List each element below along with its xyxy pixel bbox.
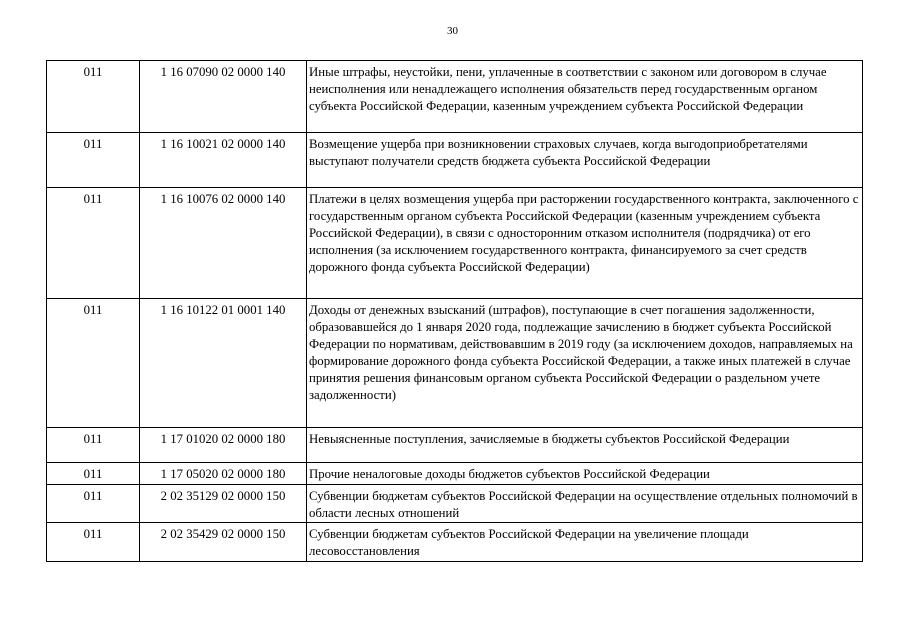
table-row (47, 463, 863, 485)
revenue-name-cell: Субвенции бюджетам субъектов Российской Федерации на увеличение площади лесовосстановления (307, 523, 863, 562)
revenue-name-cell: Доходы от денежных взысканий (штрафов), поступающие в счет погашения задолженности, образовавшейся до 1 января 2020 года, подлежащие зачислению в бюджет субъекта Российской Федерации по нормативам, действовавшим в 2019 году (за исключением доходов, направляемых на формирование дорожного фонда субъекта Российской Федерации, а также иных платежей в случае принятия решения финансовым органом субъекта Российской Федерации о раздельном учете задолженности) (307, 299, 863, 428)
revenue-name-cell: Прочие неналоговые доходы бюджетов субъектов Российской Федерации (307, 463, 863, 485)
table-row (47, 61, 863, 133)
budget-code-cell: 1 16 07090 02 0000 140 (140, 61, 307, 133)
table-row (47, 299, 863, 428)
table-row (47, 428, 863, 463)
budget-code-cell: 1 17 01020 02 0000 180 (140, 428, 307, 463)
table-row (47, 188, 863, 299)
budget-code-cell: 1 17 05020 02 0000 180 (140, 463, 307, 485)
admin-code-cell: 011 (47, 188, 140, 299)
admin-code-cell: 011 (47, 299, 140, 428)
admin-code-cell: 011 (47, 61, 140, 133)
admin-code-cell: 011 (47, 428, 140, 463)
admin-code-cell: 011 (47, 133, 140, 188)
admin-code-cell: 011 (47, 485, 140, 523)
page-number: 30 (447, 25, 458, 37)
budget-code-cell: 2 02 35429 02 0000 150 (140, 523, 307, 562)
revenue-name-cell: Иные штрафы, неустойки, пени, уплаченные в соответствии с законом или договором в случае неисполнения или ненадлежащего исполнения обязательств перед государственным органом субъекта Российской Федерации, казенным учреждением субъекта Российской Федерации (307, 61, 863, 133)
revenue-name-cell: Субвенции бюджетам субъектов Российской Федерации на осуществление отдельных полномочий в области лесных отношений (307, 485, 863, 523)
budget-code-cell: 1 16 10122 01 0001 140 (140, 299, 307, 428)
revenue-name-cell: Невыясненные поступления, зачисляемые в бюджеты субъектов Российской Федерации (307, 428, 863, 463)
table-row (47, 485, 863, 523)
revenue-name-cell: Возмещение ущерба при возникновении страховых случаев, когда выгодоприобретателями выступают получатели средств бюджета субъекта Российской Федерации (307, 133, 863, 188)
admin-code-cell: 011 (47, 463, 140, 485)
budget-codes-table (46, 60, 863, 562)
table-row (47, 133, 863, 188)
budget-code-cell: 1 16 10076 02 0000 140 (140, 188, 307, 299)
revenue-name-cell: Платежи в целях возмещения ущерба при расторжении государственного контракта, заключенного с государственным органом субъекта Российской Федерации (казенным учреждением субъекта Российской Федерации), в связи с односторонним отказом исполнителя (подрядчика) от его исполнения (за исключением государственного контракта, финансируемого за счет средств дорожного фонда субъекта Российской Федерации) (307, 188, 863, 299)
admin-code-cell: 011 (47, 523, 140, 562)
budget-code-cell: 2 02 35129 02 0000 150 (140, 485, 307, 523)
table-row (47, 523, 863, 562)
budget-code-cell: 1 16 10021 02 0000 140 (140, 133, 307, 188)
